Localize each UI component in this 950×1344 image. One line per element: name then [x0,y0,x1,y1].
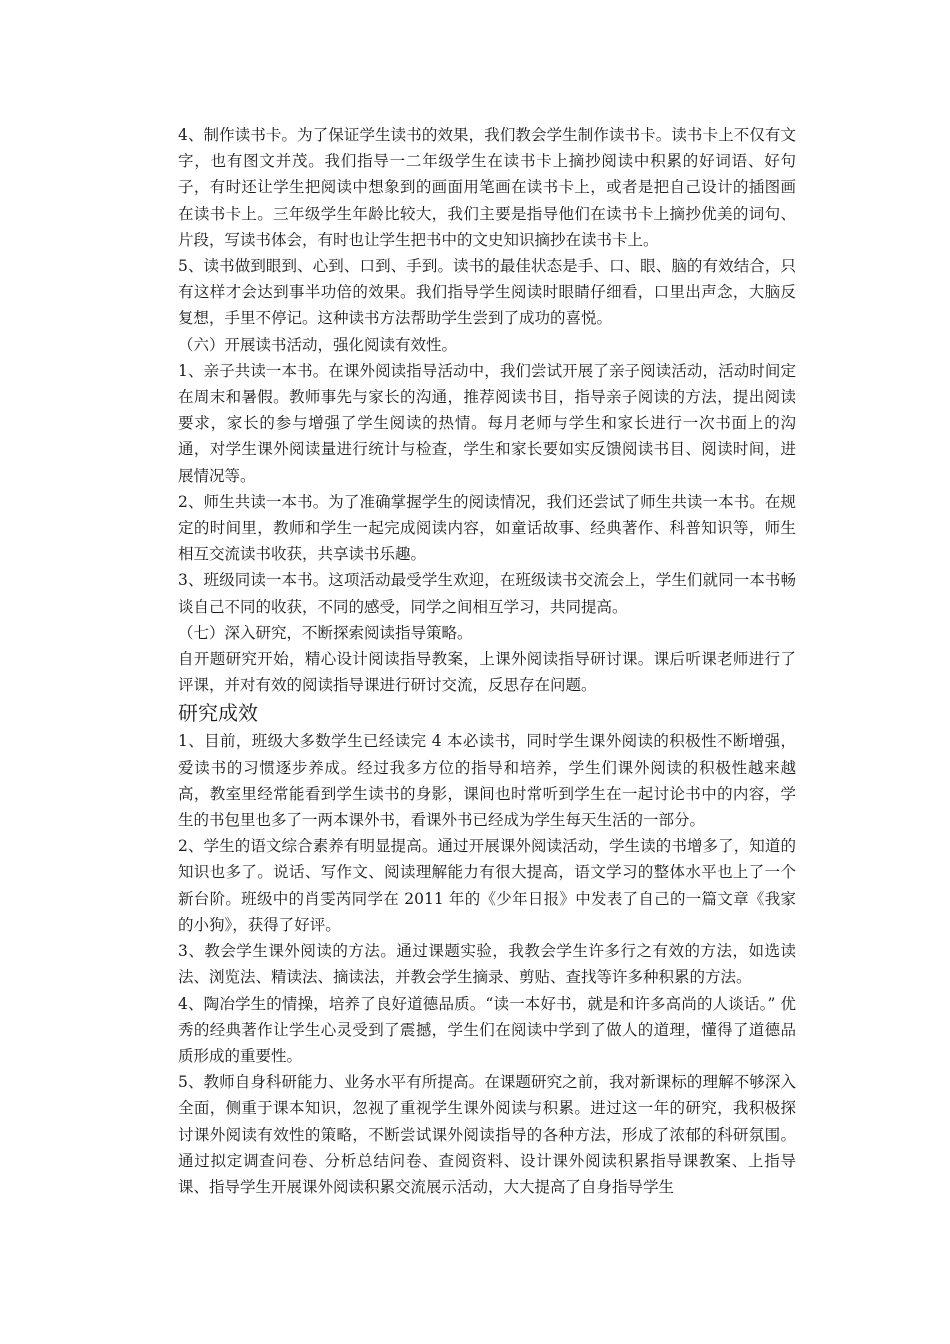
document-body [178,122,796,1200]
heading-research-results: 研究成效 [178,701,258,726]
section-heading-six: （六）开展读书活动，强化阅读有效性。 [178,335,458,354]
paragraph-result-four: 4、陶冶学生的情操，培养了良好道德品质。“读一本好书，就是和许多高尚的人谈话。” 优秀的经典著作让学生心灵受到了震撼，学生们在阅读中学到了做人的道理，懂得了道德品质形成的重要性。 [178,994,796,1065]
section-heading-seven: （七）深入研究，不断探索阅读指导策略。 [178,623,473,642]
paragraph-reading-card: 4、制作读书卡。为了保证学生读书的效果，我们教会学生制作读书卡。读书卡上不仅有文字，也有图文并茂。我们指导一二年级学生在读书卡上摘抄阅读中积累的好词语、好句子，有时还让学生把阅读中想象到的画面用笔画在读书卡上，或者是把自己设计的插图画在读书卡上。三年级学生年龄比较大，我们主要是指导他们在读书卡上摘抄优美的词句、片段，写读书体会，有时也让学生把书中的文史知识摘抄在读书卡上。 [178,126,796,249]
paragraph-result-three: 3、教会学生课外阅读的方法。通过课题实验，我教会学生许多行之有效的方法，如选读法、浏览法、精读法、摘读法，并教会学生摘录、剪贴、查找等许多种积累的方法。 [178,942,796,987]
paragraph-class-reading: 3、班级同读一本书。这项活动最受学生欢迎，在班级读书交流会上，学生们就同一本书畅谈自己不同的收获，不同的感受，同学之间相互学习，共同提高。 [178,571,796,616]
paragraph-result-two: 2、学生的语文综合素养有明显提高。通过开展课外阅读活动，学生读的书增多了，知道的知识也多了。说话、写作文、阅读理解能力有很大提高，语文学习的整体水平也上了一个新台阶。班级中的肖雯芮同学在 2011 年的《少年日报》中发表了自己的一篇文章《我家的小狗》，获得了好评。 [178,837,796,934]
paragraph-result-five: 5、教师自身科研能力、业务水平有所提高。在课题研究之前，我对新课标的理解不够深入全面，侧重于课本知识，忽视了重视学生课外阅读与积累。进过这一年的研究，我积极探讨课外阅读有效性的策略，不断尝试课外阅读指导的各种方法，形成了浓郁的科研氛围。通过拟定调查问卷、分析总结问卷、查阅资料、设计课外阅读积累指导课教案、上指导课、指导学生开展课外阅读积累交流展示活动，大大提高了自身指导学生 [178,1073,796,1196]
paragraph-reading-method: 5、读书做到眼到、心到、口到、手到。读书的最佳状态是手、口、眼、脑的有效结合，只有这样才会达到事半功倍的效果。我们指导学生阅读时眼睛仔细看，口里出声念，大脑反复想，手里不停记。这种读书方法帮助学生尝到了成功的喜悦。 [178,257,796,328]
paragraph-research-start: 自开题研究开始，精心设计阅读指导教案，上课外阅读指导研讨课。课后听课老师进行了评课，并对有效的阅读指导课进行研讨交流，反思存在问题。 [178,650,796,695]
paragraph-parent-child-reading: 1、亲子共读一本书。在课外阅读指导活动中，我们尝试开展了亲子阅读活动，活动时间定在周末和暑假。教师事先与家长的沟通，推荐阅读书目，指导亲子阅读的方法，提出阅读要求，家长的参与增强了学生阅读的热情。每月老师与学生和家长进行一次书面上的沟通，对学生课外阅读量进行统计与检查，学生和家长要如实反馈阅读书目、阅读时间，进展情况等。 [178,361,796,485]
paragraph-result-one: 1、目前，班级大多数学生已经读完 4 本必读书，同时学生课外阅读的积极性不断增强，爱读书的习惯逐步养成。经过我多方位的指导和培养，学生们课外阅读的积极性越来越高，教室里经常能看到学生读书的身影，课间也时常听到学生在一起讨论书中的内容，学生的书包里也多了一两本课外书，看课外书已经成为学生每天生活的一部分。 [178,732,796,830]
paragraph-teacher-student-reading: 2、师生共读一本书。为了准确掌握学生的阅读情况，我们还尝试了师生共读一本书。在规定的时间里，教师和学生一起完成阅读内容，如童话故事、经典著作、科普知识等，师生相互交流读书收获，共享读书乐趣。 [178,492,796,564]
